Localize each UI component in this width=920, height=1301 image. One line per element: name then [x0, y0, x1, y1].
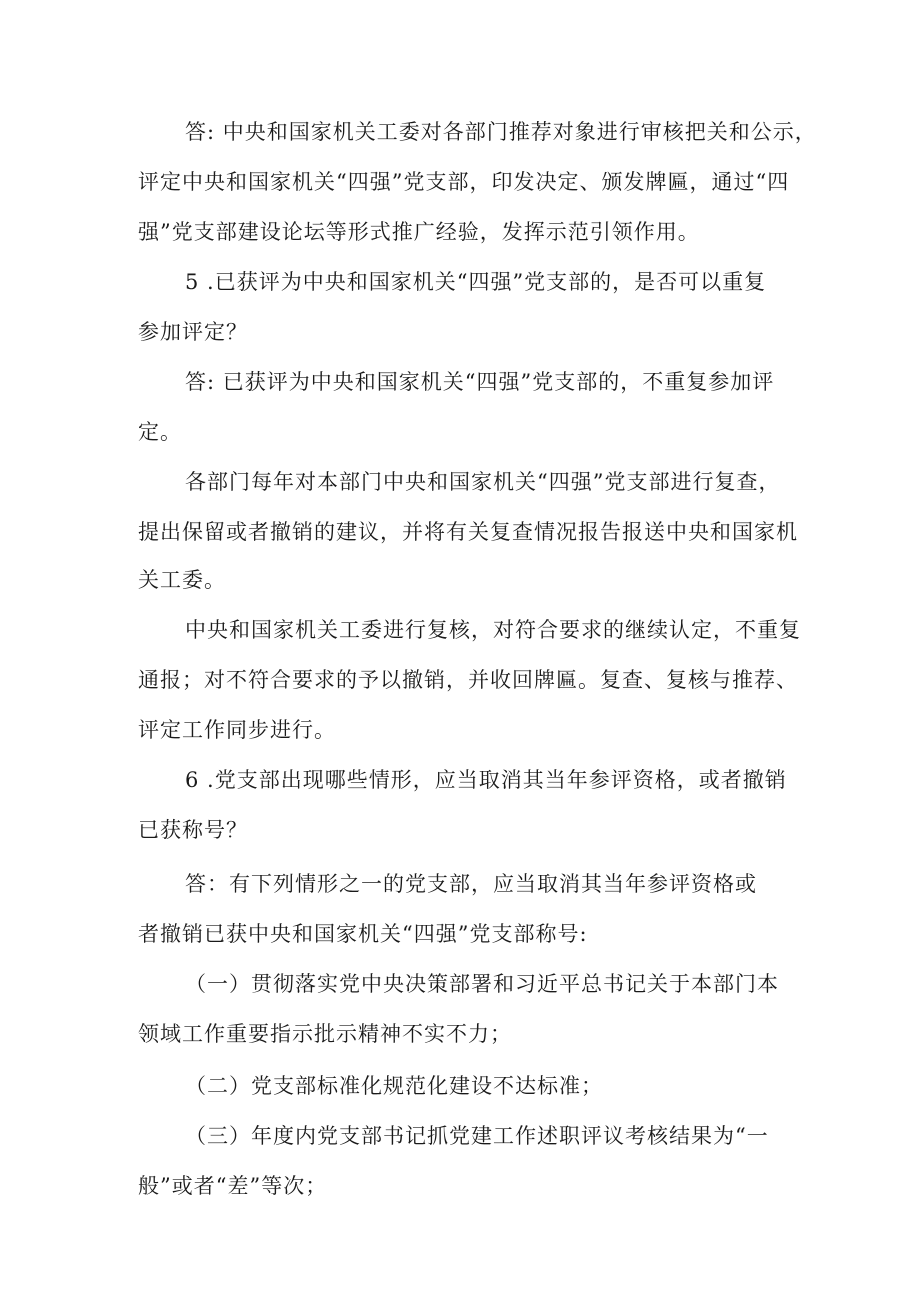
question-line: 6 .党支部出现哪些情形，应当取消其当年参评资格，或者撤销: [185, 768, 787, 792]
paragraph-line: 各部门每年对本部门中央和国家机关“四强”党支部进行复查，: [185, 470, 781, 494]
answer-line: 答：有下列情形之一的党支部，应当取消其当年参评资格或: [185, 872, 757, 896]
answer-line: 定。: [138, 420, 182, 444]
question-line: 5 .已获评为中央和国家机关“四强”党支部的，是否可以重复: [185, 270, 767, 294]
paragraph-line: 评定工作同步进行。: [138, 718, 336, 742]
paragraph-line: 答: 中央和国家机关工委对各部门推荐对象进行审核把关和公示，: [185, 120, 817, 144]
paragraph-line: 强”党支部建设论坛等形式推广经验，发挥示范引领作用。: [138, 220, 700, 244]
question-line: 参加评定？: [138, 320, 248, 344]
list-item-line: （二）党支部标准化规范化建设不达标准；: [185, 1074, 603, 1098]
paragraph-line: 提出保留或者撤销的建议，并将有关复查情况报告报送中央和国家机: [138, 520, 798, 544]
question-line: 已获称号？: [138, 818, 248, 842]
list-item-line: 领域工作重要指示批示精神不实不力；: [138, 1022, 512, 1046]
list-item-line: （三）年度内党支部书记抓党建工作述职评议考核结果为“一: [185, 1124, 769, 1148]
list-item-line: 般”或者“差”等次；: [138, 1174, 328, 1198]
answer-line: 答: 已获评为中央和国家机关“四强”党支部的，不重复参加评: [185, 370, 775, 394]
paragraph-line: 中央和国家机关工委进行复核，对符合要求的继续认定，不重复: [185, 618, 801, 642]
list-item-line: （一）贯彻落实党中央决策部署和习近平总书记关于本部门本: [185, 972, 779, 996]
answer-line: 者撤销已获中央和国家机关“四强”党支部称号:: [138, 922, 588, 946]
paragraph-line: 关工委。: [138, 568, 226, 592]
paragraph-line: 通报；对不符合要求的予以撤销，并收回牌匾。复查、复核与推荐、: [138, 668, 798, 692]
paragraph-line: 评定中央和国家机关“四强”党支部，印发决定、颁发牌匾，通过“四: [138, 170, 790, 194]
